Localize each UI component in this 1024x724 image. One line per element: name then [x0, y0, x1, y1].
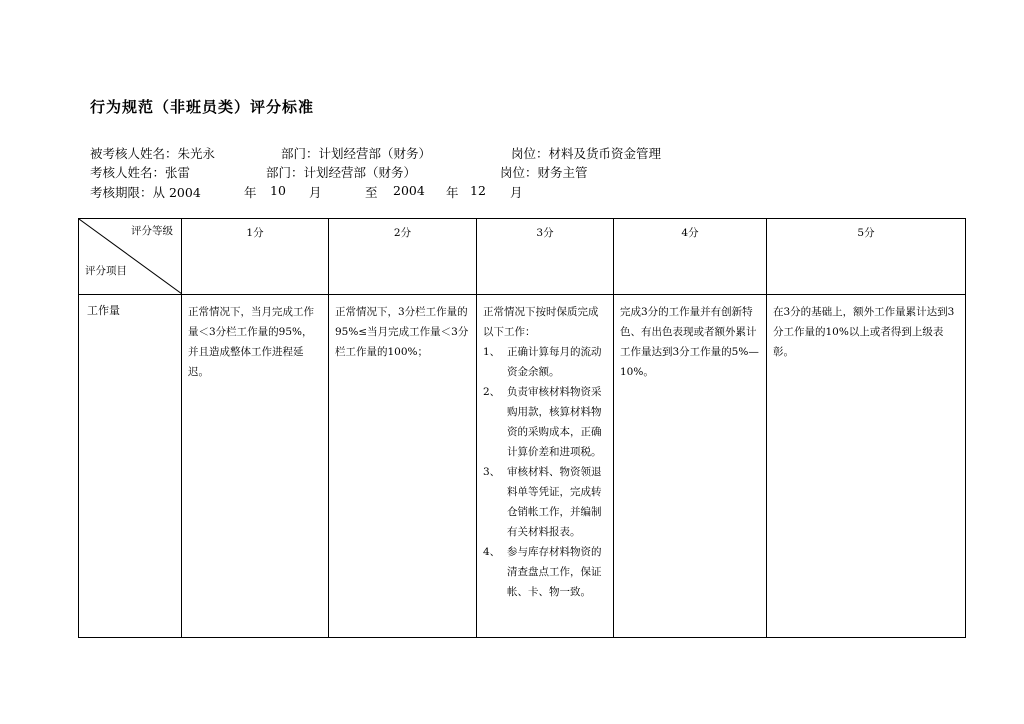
- list-item: 1、 正确计算每月的流动资金余额。: [483, 346, 602, 378]
- period-year2-unit: 年: [446, 185, 459, 200]
- score-1-desc: 正常情况下，当月完成工作量＜3分栏工作量的95%，并且造成整体工作进程延迟。: [182, 295, 329, 638]
- table-header-row: [79, 219, 966, 295]
- list-item: 4、 参与库存材料物资的清查盘点工作，保证帐、卡、物一致。: [483, 546, 602, 598]
- table-row: [79, 295, 966, 638]
- score-3-desc: [477, 295, 614, 638]
- score-2-desc: 正常情况下，3分栏工作量的95%≤当月完成工作量＜3分栏工作量的100%；: [329, 295, 477, 638]
- assessor-post: 岗位：财务主管: [500, 165, 588, 180]
- list-item: 3、 审核材料、物资领退料单等凭证，完成转仓销帐工作，并编制有关材料报表。: [483, 466, 602, 538]
- item-cell: 工作量: [79, 295, 182, 638]
- assessor-name: 考核人姓名：张雷: [90, 165, 191, 180]
- score-5-desc: 在3分的基础上，额外工作量累计达到3分工作量的10%以上或者得到上级表彰。: [767, 295, 966, 638]
- list-item: 2、 负责审核材料物资采购用款，核算材料物资的采购成本，正确计算价差和进项税。: [483, 386, 602, 458]
- corner-grade-label: 评分等级: [131, 225, 173, 237]
- assessee-name: 被考核人姓名：朱光永: [90, 146, 216, 161]
- score-header-3: 3分: [477, 219, 614, 295]
- period-month2: 12: [470, 183, 486, 198]
- score-3-list: [483, 342, 608, 602]
- period-month2-unit: 月: [510, 185, 523, 200]
- page-title: 行为规范（非班员类）评分标准: [90, 98, 315, 116]
- assessor-dept: 部门：计划经营部（财务）: [266, 165, 417, 180]
- assessee-dept: 部门：计划经营部（财务）: [281, 146, 432, 161]
- period-from: 考核期限：从 2004: [90, 185, 201, 200]
- assessee-post: 岗位：材料及货币资金管理: [511, 146, 662, 161]
- period-year1-unit: 年: [244, 185, 257, 200]
- score-header-1: 1分: [182, 219, 329, 295]
- corner-item-label: 评分项目: [85, 265, 127, 277]
- period-month1: 10: [270, 183, 286, 198]
- corner-cell: [79, 219, 182, 295]
- score-4-desc: 完成3分的工作量并有创新特色、有出色表现或者额外累计工作量达到3分工作量的5%—10%。: [614, 295, 767, 638]
- score-3-intro: 正常情况下按时保质完成以下工作：: [483, 306, 599, 338]
- period-month1-unit: 月: [309, 185, 322, 200]
- score-header-5: 5分: [767, 219, 966, 295]
- period-to: 至: [365, 185, 378, 200]
- score-header-4: 4分: [614, 219, 767, 295]
- score-header-2: 2分: [329, 219, 477, 295]
- scoring-table: [78, 218, 966, 638]
- period-year2: 2004: [393, 183, 425, 198]
